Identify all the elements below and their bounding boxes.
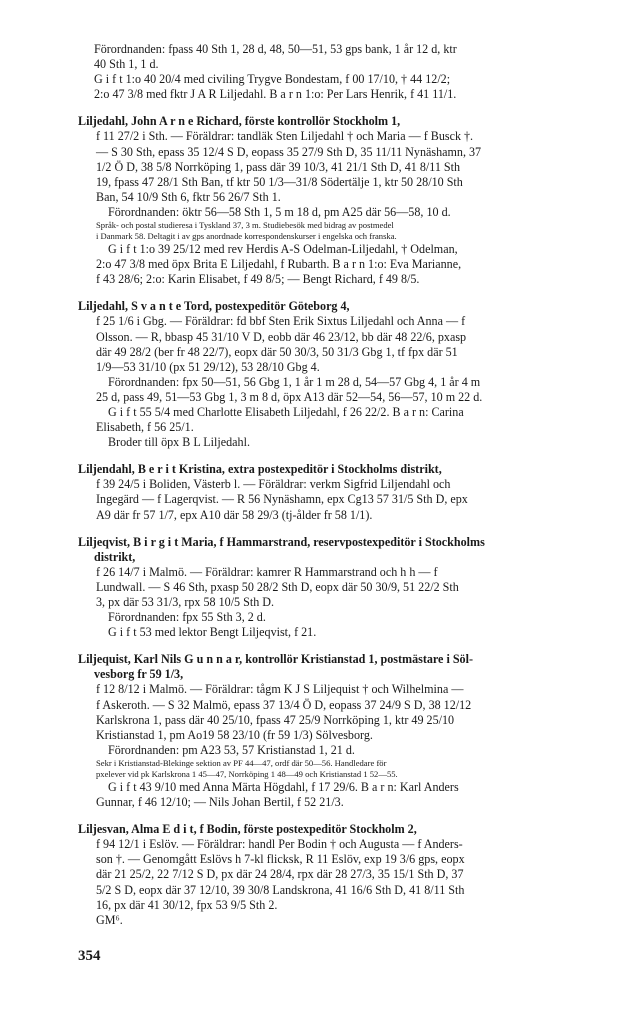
text-line: Förordnanden: fpx 55 Sth 3, 2 d. [108, 610, 266, 625]
text-line: Ingegärd — f Lagerqvist. — R 56 Nynäshamn, epx Cg13 57 31/5 Sth D, epx [96, 492, 468, 507]
small-note-line: i Danmark 58. Deltagit i av gps anordnade korrespondenskurser i engelska och franska. [96, 231, 397, 242]
text-line: G i f t 1:o 39 25/12 med rev Herdis A-S Odelman-Liljedahl, † Odelman, [108, 242, 458, 257]
text-line: — S 30 Sth, epass 35 12/4 S D, eopass 35 27/9 Sth D, 35 11/11 Nynäshamn, 37 [96, 144, 482, 159]
text-line: Lundwall. — S 46 Sth, pxasp 50 28/2 Sth D, eopx där 50 30/9, 51 22/2 Sth [96, 579, 459, 594]
text-line: f 94 12/1 i Eslöv. — Föräldrar: handl Per Bodin † och Augusta — f Anders- [96, 837, 463, 852]
text-line: Broder till öpx B L Liljedahl. [108, 435, 250, 450]
page-number: 354 [78, 948, 101, 964]
small-note-line: Språk- och postal studieresa i Tyskland 37, 3 m. Studiebesök med bidrag av postmedel [96, 220, 394, 231]
text-line: f 11 27/2 i Sth. — Föräldrar: tandläk Sten Liljedahl † och Maria — f Busck †. [96, 129, 474, 144]
entry-heading: Liljedahl, S v a n t e Tord, postexpeditör Göteborg 4, [78, 299, 350, 314]
text-line: Förordnanden: fpx 50—51, 56 Gbg 1, 1 år 1 m 28 d, 54—57 Gbg 4, 1 år 4 m [108, 374, 481, 389]
text-line: där 49 28/2 (ber fr 48 22/7), eopx där 50 30/3, 50 31/3 Gbg 1, tf fpx där 51 [96, 344, 458, 359]
small-note-line: Sekr i Kristianstad-Blekinge sektion av PF 44—47, ordf där 50—56. Handledare för [96, 757, 387, 768]
entry-liljesvan-edit [78, 822, 598, 928]
text-line: f 12 8/12 i Malmö. — Föräldrar: tågm K J S Liljequist † och Wilhelmina — [96, 682, 464, 697]
small-note-line: pxelever vid pk Karlskrona 1 45—47, Norrköping 1 48—49 och Kristianstad 1 52—55. [96, 768, 398, 779]
text-line: Karlskrona 1, pass där 40 25/10, fpass 47 25/9 Norrköping 1, ktr 49 25/10 [96, 712, 455, 727]
text-line: 40 Sth 1, 1 d. [94, 57, 159, 72]
entry-heading: Liljedahl, John A r n e Richard, förste kontrollör Stockholm 1, [78, 114, 401, 129]
text-line: Förordnanden: pm A23 53, 57 Kristianstad 1, 21 d. [108, 742, 355, 757]
text-line: GM⁶. [96, 912, 123, 927]
entry-continued [78, 42, 598, 102]
text-line: 2:o 47 3/8 med fktr J A R Liljedahl. B a r n 1:o: Per Lars Henrik, f 41 11/1. [94, 87, 457, 102]
text-line: f 39 24/5 i Boliden, Västerb l. — Föräldrar: verkm Sigfrid Liljendahl och [96, 477, 451, 492]
entry-heading-continued: distrikt, [94, 549, 136, 564]
text-line: 25 d, pass 49, 51—53 Gbg 1, 3 m 8 d, öpx A13 där 52—54, 56—57, 10 m 22 d. [96, 389, 483, 404]
entry-heading: Liljequist, Karl Nils G u n n a r, kontrollör Kristianstad 1, postmästare i Söl- [78, 652, 473, 667]
text-line: 1/9—53 31/10 (px 51 29/12), 53 28/10 Gbg 4. [96, 359, 320, 374]
text-line: G i f t 1:o 40 20/4 med civiling Trygve Bondestam, f 00 17/10, † 44 12/2; [94, 72, 451, 87]
text-line: f Askeroth. — S 32 Malmö, epass 37 13/4 Ö D, eopass 37 24/9 S D, 38 12/12 [96, 697, 472, 712]
text-line: A9 där fr 57 1/7, epx A10 där 58 29/3 (tj-ålder fr 58 1/1). [96, 507, 373, 522]
text-line: 5/2 S D, eopx där 37 12/10, 39 30/8 Landskrona, 41 16/6 Sth D, 41 8/11 Sth [96, 882, 465, 897]
text-line: Elisabeth, f 56 25/1. [96, 420, 194, 435]
text-line: 19, fpass 47 28/1 Sth Ban, tf ktr 50 1/3—31/8 Södertälje 1, ktr 50 28/10 Sth [96, 174, 463, 189]
entry-liljendahl-berit [78, 462, 598, 522]
text-line: G i f t 55 5/4 med Charlotte Elisabeth Liljedahl, f 26 22/2. B a r n: Carina [108, 404, 464, 419]
text-line: Gunnar, f 46 12/10; — Nils Johan Bertil, f 52 21/3. [96, 795, 344, 810]
text-line: f 25 1/6 i Gbg. — Föräldrar: fd bbf Sten Erik Sixtus Liljedahl och Anna — f [96, 314, 466, 329]
entry-heading: Liljeqvist, B i r g i t Maria, f Hammarstrand, reservpostexpeditör i Stockholms [78, 534, 485, 549]
text-line: son †. — Genomgått Eslövs h 7-kl flicksk, R 11 Eslöv, exp 19 3/6 gps, eopx [96, 852, 465, 867]
entry-heading-continued: vesborg fr 59 1/3, [94, 667, 184, 682]
text-line: 16, px där 41 30/12, fpx 53 9/5 Sth 2. [96, 897, 278, 912]
text-line: f 26 14/7 i Malmö. — Föräldrar: kamrer R Hammarstrand och h h — f [96, 564, 438, 579]
text-line: Olsson. — R, bbasp 45 31/10 V D, eobb där 46 23/12, bb där 48 22/6, pxasp [96, 329, 467, 344]
text-line: Förordnanden: öktr 56—58 Sth 1, 5 m 18 d, pm A25 där 56—58, 10 d. [108, 204, 451, 219]
text-line: Kristianstad 1, pm Ao19 58 23/10 (fr 59 1/3) Sölvesborg. [96, 727, 373, 742]
entry-liljedahl-svante [78, 299, 598, 450]
text-line: f 43 28/6; 2:o: Karin Elisabet, f 49 8/5; — Bengt Richard, f 49 8/5. [96, 272, 420, 287]
text-line: G i f t 43 9/10 med Anna Märta Högdahl, f 17 29/6. B a r n: Karl Anders [108, 779, 459, 794]
text-line: där 21 25/2, 22 7/12 S D, px där 24 28/4, rpx där 28 27/3, 35 15/1 Sth D, 37 [96, 867, 464, 882]
entry-liljedahl-arne [78, 114, 598, 287]
entry-liljeqvist-birgit [78, 535, 598, 641]
text-line: 2:o 47 3/8 med öpx Brita E Liljedahl, f Rubarth. B a r n 1:o: Eva Marianne, [96, 257, 462, 272]
text-line: Förordnanden: fpass 40 Sth 1, 28 d, 48, 50—51, 53 gps bank, 1 år 12 d, ktr [94, 42, 457, 56]
text-line: 1/2 Ö D, 38 5/8 Norrköping 1, pass där 39 10/3, 41 21/1 Sth D, 41 8/11 Sth [96, 159, 461, 174]
entry-liljequist-gunnar [78, 652, 598, 810]
entry-heading: Liljesvan, Alma E d i t, f Bodin, förste postexpeditör Stockholm 2, [78, 822, 417, 837]
text-line: Ban, 54 10/9 Sth 6, fktr 56 26/7 Sth 1. [96, 189, 281, 204]
text-line: 3, px där 53 31/3, rpx 58 10/5 Sth D. [96, 595, 275, 609]
entry-heading: Liljendahl, B e r i t Kristina, extra postexpeditör i Stockholms distrikt, [78, 462, 442, 477]
text-line: G i f t 53 med lektor Bengt Liljeqvist, f 21. [108, 625, 317, 640]
